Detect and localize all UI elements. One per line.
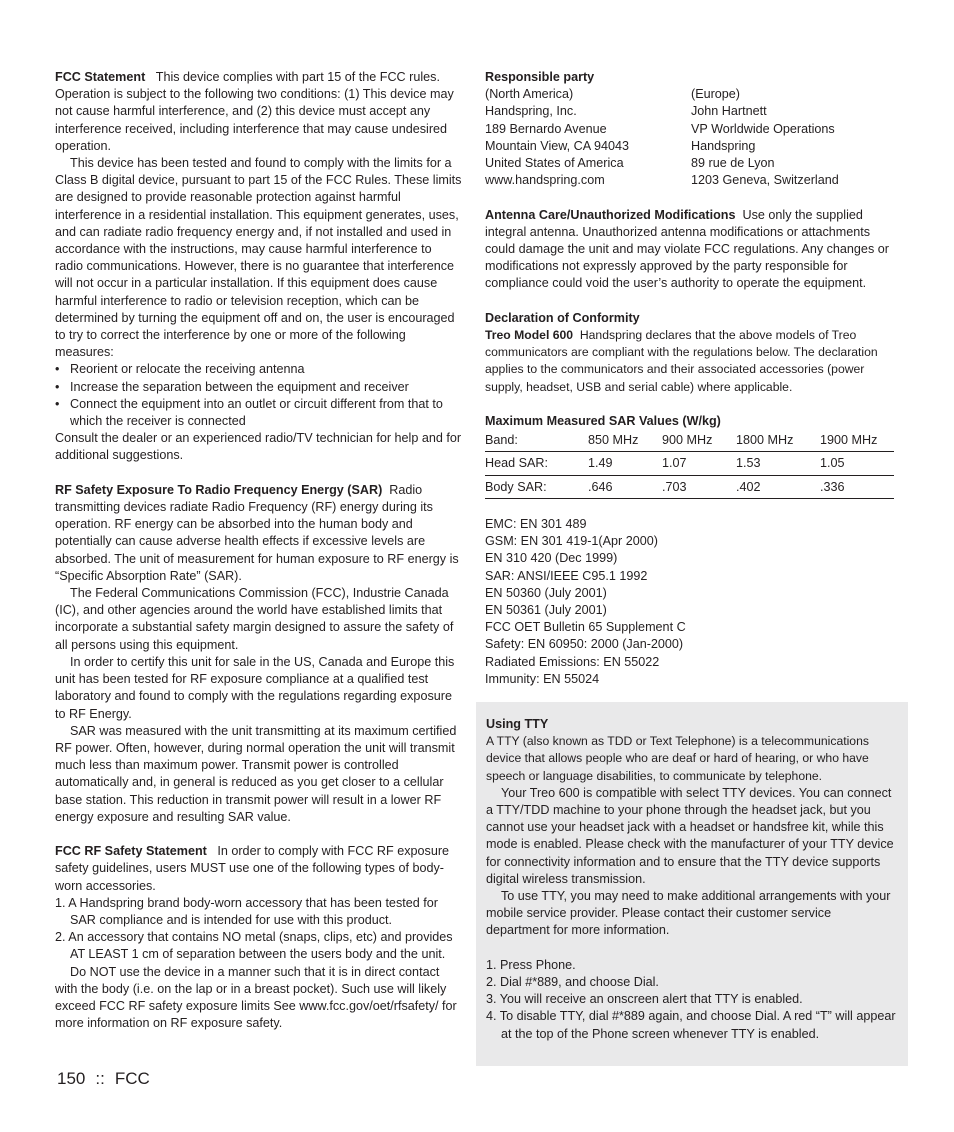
- left-column: [55, 69, 463, 1032]
- list-item: 1. Press Phone.: [486, 957, 576, 972]
- fcc-rf-closing: Do NOT use the device in a manner such that it is in direct contact with the body (i.e. on the lap or in a breast pocket). Such use will likely exceed FCC RF safety exposure limits See www.fcc.gov/oet/rfsafety/ for more information on RF exposure safety.: [55, 964, 457, 1031]
- list-item: Safety: EN 60950: 2000 (Jan-2000): [485, 637, 684, 652]
- antenna-care-heading: Antenna Care/Unauthorized Modifications: [485, 207, 736, 222]
- list-item: SAR: ANSI/IEEE C95.1 1992: [485, 568, 648, 583]
- north-america-address: (North America) Handspring, Inc. 189 Bernardo Avenue Mountain View, CA 94043 United States of America www.handspring.com: [485, 86, 691, 189]
- handspring-website-link: www.handspring.com: [485, 173, 605, 188]
- standards-list: [485, 516, 897, 688]
- fcc-rf-heading: FCC RF Safety Statement: [55, 844, 207, 859]
- fcc-statement-intro: FCC Statement This device complies with part 15 of the FCC rules. Operation is subject to the following two conditions: (1) This device may not cause harmful interference, and (2) this device must accept any interference received, including interference that may cause undesired operation.: [55, 70, 454, 153]
- right-column: [485, 69, 897, 688]
- tty-steps-list: [486, 957, 898, 1043]
- table-row: Band: 850 MHz 900 MHz 1800 MHz 1900 MHz: [485, 431, 894, 452]
- list-item: 3. You will receive an onscreen alert that TTY is enabled.: [486, 992, 803, 1007]
- conformity-heading: Declaration of Conformity: [485, 310, 640, 325]
- fcc-statement-paragraph: This device has been tested and found to comply with the limits for a Class B digital device, pursuant to part 15 of the FCC Rules. These limits are designed to provide reasonable protection against harmful interference in a residential installation. This equipment generates, uses, and can radiate radio frequency energy and, if not installed and used in accordance with the instructions, may cause harmful interference to radio communications. However, there is no guarantee that interference will not occur in a particular installation. If this equipment does cause harmful interference to radio or television reception, which can be determined by turning the equipment off and on, the user is encouraged to try to correct the interference by one or more of the following measures:: [55, 156, 462, 360]
- fcc-measures-list: [55, 361, 463, 430]
- list-item: Radiated Emissions: EN 55022: [485, 654, 660, 669]
- rf-safety-heading: RF Safety Exposure To Radio Frequency Energy (SAR): [55, 482, 383, 497]
- list-item: EN 50361 (July 2001): [485, 603, 607, 618]
- conformity-model: Treo Model 600: [485, 328, 574, 343]
- list-item: GSM: EN 301 419-1(Apr 2000): [485, 534, 658, 549]
- footer-separator: ::: [95, 1069, 105, 1088]
- table-row: Head SAR: 1.49 1.07 1.53 1.05: [485, 452, 894, 475]
- responsible-party-heading: Responsible party: [485, 70, 595, 84]
- fcc-statement-heading: FCC Statement: [55, 70, 146, 84]
- fcc-rf-accessory-list: [55, 895, 463, 964]
- list-item: EN 310 420 (Dec 1999): [485, 551, 618, 566]
- list-item: EN 50360 (July 2001): [485, 585, 607, 600]
- list-item: 2. An accessory that contains NO metal (snaps, clips, etc) and provides AT LEAST 1 cm of separation between the users body and the unit.: [55, 930, 453, 962]
- responsible-party-addresses: [485, 86, 897, 189]
- antenna-care-paragraph: Antenna Care/Unauthorized Modifications Use only the supplied integral antenna. Unauthorized antenna modifications or attachments could damage the unit and may violate FCC regulations. Any changes or modifications not expressly approved by the party responsible for compliance could void the user’s authority to operate the equipment.: [485, 207, 889, 291]
- list-item: Immunity: EN 55024: [485, 671, 600, 686]
- list-item: 4. To disable TTY, dial #*889 again, and choose Dial. A red “T” will appear at the top of the Phone screen whenever TTY is enabled.: [486, 1009, 896, 1041]
- rf-safety-intro: RF Safety Exposure To Radio Frequency Energy (SAR) Radio transmitting devices radiate Radio Frequency (RF) energy during its operation. RF energy can be absorbed into the human body and potentially can cause adverse health effects if excessive levels are absorbed. The unit of measurement for human exposure to RF energy is “Specific Absorption Rate” (SAR).: [55, 482, 459, 583]
- page-footer: [57, 1069, 150, 1089]
- section-title: FCC: [114, 1069, 150, 1088]
- rf-safety-paragraph: In order to certify this unit for sale in the US, Canada and Europe this unit has been tested for RF exposure compliance at a qualified test laboratory and found to comply with the regulations regarding exposure to RF Energy.: [55, 654, 455, 721]
- page-number: 150: [57, 1069, 86, 1088]
- sar-table-heading: Maximum Measured SAR Values (W/kg): [485, 414, 721, 429]
- rf-safety-paragraph: The Federal Communications Commission (FCC), Industrie Canada (IC), and other agencies around the world have established limits that incorporate a substantial safety margin designed to assure the safety of all persons using this equipment.: [55, 586, 454, 652]
- tty-paragraph: Your Treo 600 is compatible with select TTY devices. You can connect a TTY/TDD machine to your phone through the headset jack, but you cannot use your headset jack with a headset or handsfree kit, while this mode is enabled. Please check with the manufacturer of your TTY device for connectivity information and to ensure that the TTY device supports digital wireless transmission.: [486, 785, 894, 886]
- list-item: FCC OET Bulletin 65 Supplement C: [485, 620, 686, 635]
- list-item: 2. Dial #*889, and choose Dial.: [486, 975, 659, 990]
- using-tty-box: [476, 702, 908, 1066]
- using-tty-heading: Using TTY: [486, 717, 549, 731]
- fcc-statement-closing: Consult the dealer or an experienced radio/TV technician for help and for additional suggestions.: [55, 431, 462, 463]
- sar-table: [485, 431, 894, 499]
- europe-address: (Europe) John Hartnett VP Worldwide Operations Handspring 89 rue de Lyon 1203 Geneva, Switzerland: [691, 87, 839, 188]
- tty-paragraph: A TTY (also known as TDD or Text Telephone) is a telecommunications device that allows people who are deaf or hard of hearing, or who have speech or language disabilities, to communicate by telephone.: [486, 734, 869, 783]
- conformity-paragraph: Treo Model 600 Handspring declares that the above models of Treo communicators are compliant with the regulations below. The declaration applies to the communicators and their associated accessories (power supply, headset, USB and serial cable) where applicable.: [485, 328, 878, 394]
- table-row: Body SAR: .646 .703 .402 .336: [485, 475, 894, 498]
- list-item: • Increase the separation between the equipment and receiver: [55, 379, 463, 396]
- fcc-rf-intro: FCC RF Safety Statement In order to comply with FCC RF exposure safety guidelines, users MUST use one of the following types of body-worn accessories.: [55, 844, 450, 893]
- list-item: • Connect the equipment into an outlet or circuit different from that to which the receiver is connected: [55, 396, 463, 430]
- list-item: 1. A Handspring brand body-worn accessory that has been tested for SAR compliance and is intended for use with this product.: [55, 895, 438, 927]
- list-item: • Reorient or relocate the receiving antenna: [55, 361, 463, 378]
- tty-paragraph: To use TTY, you may need to make additional arrangements with your mobile service provider. Please contact their customer service department for more information.: [486, 889, 891, 938]
- rf-safety-paragraph: SAR was measured with the unit transmitting at its maximum certified RF power. Often, however, during normal operation the unit will transmit much less than maximum power. Transmit power is controlled automatically and, in general is reduced as you get closer to a cellular base station. This reduction in transmit power will result in a lower RF energy exposure and resulting SAR value.: [55, 723, 457, 824]
- list-item: EMC: EN 301 489: [485, 517, 587, 532]
